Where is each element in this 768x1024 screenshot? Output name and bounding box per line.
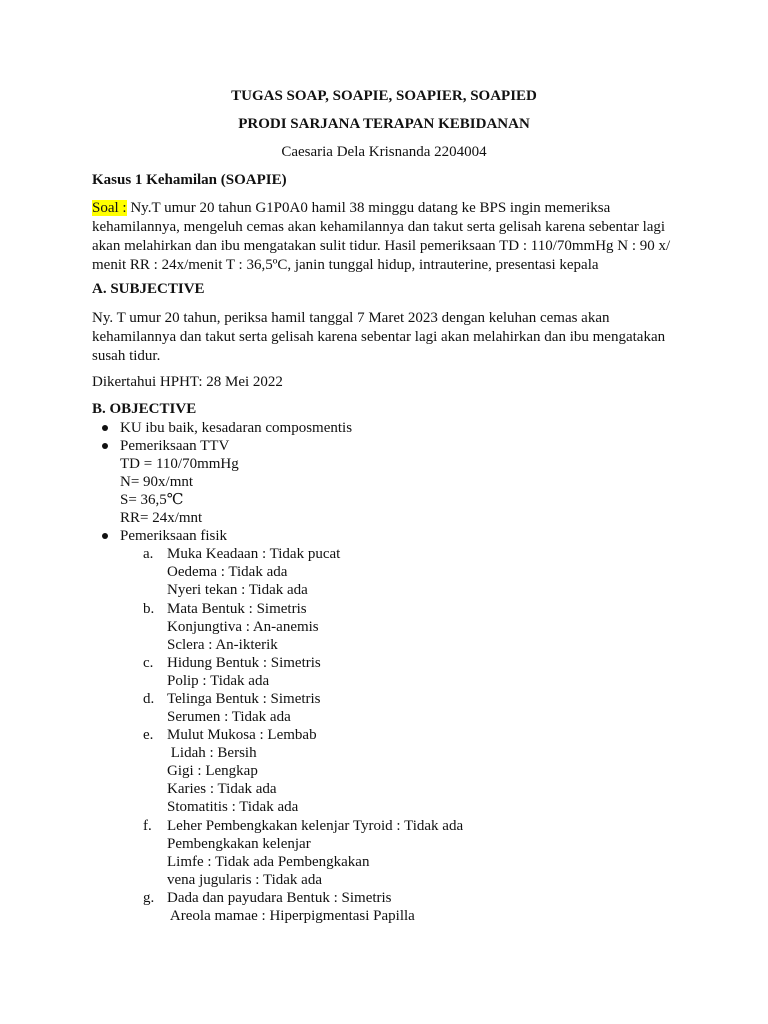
bullet-ttv: Pemeriksaan TTV [120,438,230,454]
list-marker: g. [143,890,155,906]
bullet-ku: KU ibu baik, kesadaran composmentis [120,420,353,436]
subjective-heading: A. SUBJECTIVE [92,281,205,297]
bullet-marker [102,443,108,449]
bullet-marker [102,425,108,431]
list-marker: f. [143,818,152,834]
fisik-line: Lidah : Bersih [167,745,257,761]
fisik-line: Limfe : Tidak ada Pembengkakan [167,854,370,870]
fisik-line: vena jugularis : Tidak ada [167,872,322,888]
list-marker: c. [143,655,154,671]
fisik-line: Telinga Bentuk : Simetris [167,691,321,707]
fisik-line: Hidung Bentuk : Simetris [167,655,321,671]
fisik-line: Leher Pembengkakan kelenjar Tyroid : Tidak ada [167,818,464,834]
fisik-line: Dada dan payudara Bentuk : Simetris [167,890,392,906]
hpht-line: Dikertahui HPHT: 28 Mei 2022 [92,374,283,390]
fisik-line: Sclera : An-ikterik [167,637,278,653]
soal-paragraph [92,199,682,275]
bullet-marker [102,533,108,539]
fisik-line: Mata Bentuk : Simetris [167,601,307,617]
case-title: Kasus 1 Kehamilan (SOAPIE) [92,172,287,188]
fisik-line: Serumen : Tidak ada [167,709,291,725]
fisik-line: Gigi : Lengkap [167,763,258,779]
list-marker: b. [143,601,155,617]
fisik-line: Stomatitis : Tidak ada [167,799,299,815]
subjective-paragraph: Ny. T umur 20 tahun, periksa hamil tanggal 7 Maret 2023 dengan keluhan cemas akan kehamilannya dan takut serta gelisah karena sebentar lagi akan melahirkan dan ibu mengatakan susah tidur. [92,310,666,364]
document-title: TUGAS SOAP, SOAPIE, SOAPIER, SOAPIED [231,88,537,104]
soal-text: Ny.T umur 20 tahun G1P0A0 hamil 38 minggu datang ke BPS ingin memeriksa kehamilannya, mengeluh cemas akan kehamilannya dan takut serta gelisah karena sebentar lagi akan melahirkan dan ibu mengatakan sulit tidur. Hasil pemeriksaan TD : 110/70mmHg N : 90 x/ menit RR : 24x/menit T : 36,5ºC, janin tunggal hidup, intrauterine, presentasi kepala [92,200,671,273]
ttv-item: S= 36,5℃ [120,492,184,508]
list-marker: e. [143,727,154,743]
document-subtitle: PRODI SARJANA TERAPAN KEBIDANAN [238,116,530,132]
fisik-line: Karies : Tidak ada [167,781,277,797]
fisik-line: Mulut Mukosa : Lembab [167,727,317,743]
ttv-item: RR= 24x/mnt [120,510,203,526]
soal-label: Soal : [92,200,127,216]
list-marker: a. [143,546,154,562]
fisik-line: Muka Keadaan : Tidak pucat [167,546,341,562]
fisik-line: Konjungtiva : An-anemis [167,619,319,635]
fisik-line: Areola mamae : Hiperpigmentasi Papilla [167,908,415,924]
fisik-line: Polip : Tidak ada [167,673,270,689]
bullet-fisik: Pemeriksaan fisik [120,528,228,544]
fisik-line: Nyeri tekan : Tidak ada [167,582,308,598]
objective-heading: B. OBJECTIVE [92,401,197,417]
fisik-line: Oedema : Tidak ada [167,564,288,580]
fisik-line: Pembengkakan kelenjar [167,836,311,852]
ttv-item: N= 90x/mnt [120,474,194,490]
ttv-item: TD = 110/70mmHg [120,456,239,472]
author-line: Caesaria Dela Krisnanda 2204004 [281,144,487,160]
list-marker: d. [143,691,155,707]
